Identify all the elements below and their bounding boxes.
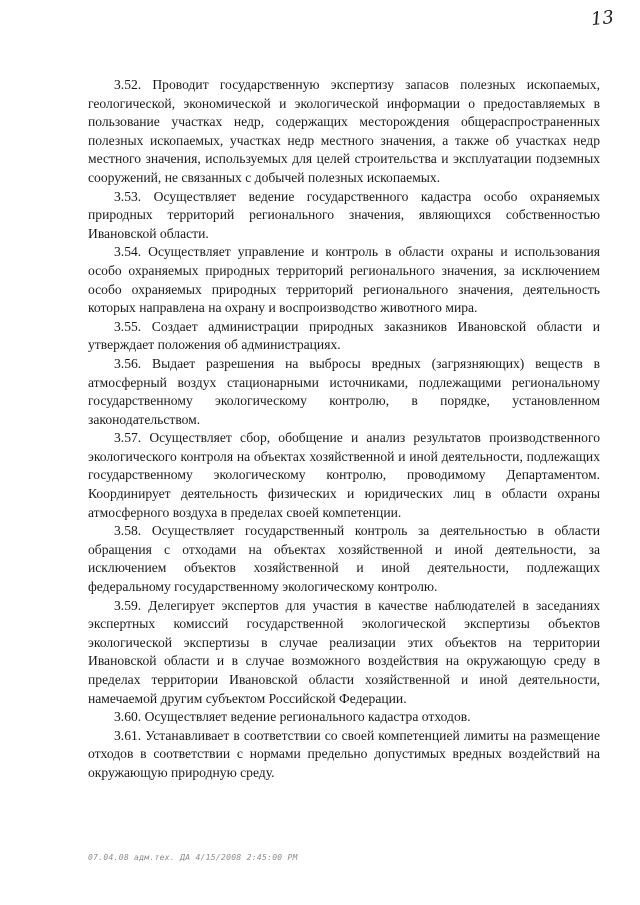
page-number: 13: [590, 6, 616, 31]
print-footer: 07.04.08 адм.тех. ДА 4/15/2008 2:45:00 PM: [88, 853, 298, 862]
paragraph-3-57: 3.57. Осуществляет сбор, обобщение и анализ результатов производственного экологического контроля на объектах хозяйственной и иной деятельности, подлежащих государственному экологическому контролю, проводимому Департаментом. Координирует деятельность физических и юридических лиц в области охраны атмосферного воздуха в пределах своей компетенции.: [88, 430, 600, 520]
paragraph-3-55: 3.55. Создает администрации природных заказников Ивановской области и утверждает положения об администрациях.: [88, 318, 600, 353]
paragraph-3-54: 3.54. Осуществляет управление и контроль в области охраны и использования особо охраняемых природных территорий регионального значения, за исключением особо охраняемых природных территорий регионального значения, деятельность которых направлена на охрану и воспроизводство животного мира.: [88, 244, 600, 316]
paragraph-3-52: 3.52. Проводит государственную экспертизу запасов полезных ископаемых, геологической, экономической и экологической информации о предоставляемых в пользование участках недр, содержащих месторождения общераспространенных полезных ископаемых, участках недр местного значения, а также об участках недр местного значения, используемых для целей строительства и эксплуатации подземных сооружений, не связанных с добычей полезных ископаемых.: [88, 77, 600, 185]
paragraph-3-60: 3.60. Осуществляет ведение регионального кадастра отходов.: [114, 709, 471, 725]
paragraph-3-56: 3.56. Выдает разрешения на выбросы вредных (загрязняющих) веществ в атмосферный воздух стационарными источниками, подлежащими региональному государственному экологическому контролю, в порядке, установленном законодательством.: [88, 355, 600, 427]
document-body: [88, 76, 600, 783]
paragraph-3-61: 3.61. Устанавливает в соответствии со своей компетенцией лимиты на размещение отходов в соответствии с нормами предельно допустимых вредных воздействий на окружающую природную среду.: [88, 727, 600, 780]
paragraph-3-53: 3.53. Осуществляет ведение государственного кадастра особо охраняемых природных территорий регионального значения, являющихся собственностью Ивановской области.: [88, 188, 600, 241]
paragraph-3-58: 3.58. Осуществляет государственный контроль за деятельностью в области обращения с отходами на объектах хозяйственной и иной деятельности, за исключением объектов хозяйственной и иной деятельности, подлежащих федеральному государственному экологическому контролю.: [88, 523, 600, 595]
paragraph-3-59: 3.59. Делегирует экспертов для участия в качестве наблюдателей в заседаниях экспертных комиссий государственной экологической экспертизы объектов экологической экспертизы в случае реализации этих объектов на территории Ивановской области и в случае возможного воздействия на окружающую среду в пределах территории Ивановской области хозяйственной и иной деятельности, намечаемой другим субъектом Российской Федерации.: [88, 597, 600, 706]
